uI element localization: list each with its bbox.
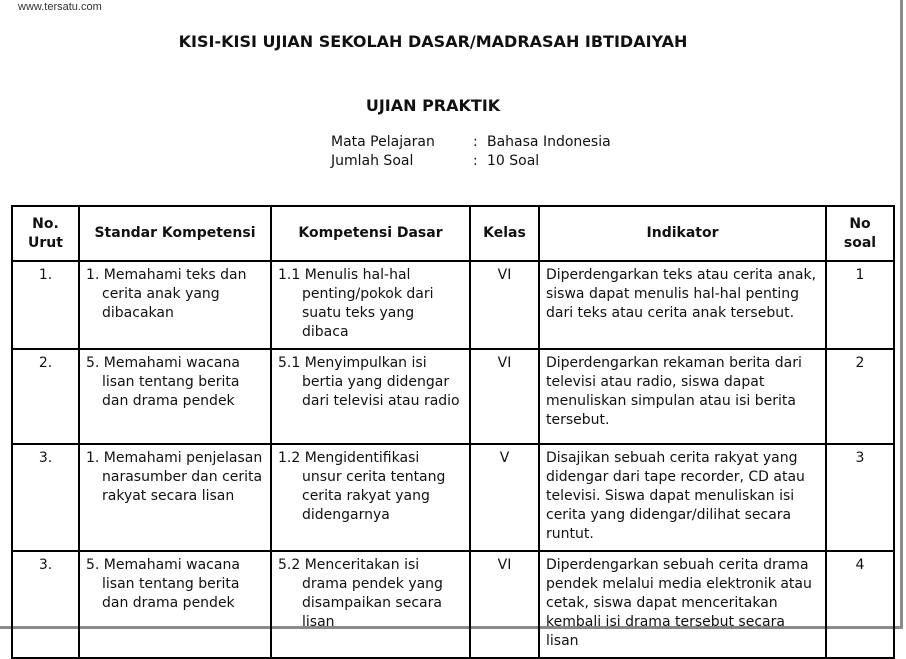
cell-kelas: VI [470, 349, 539, 444]
cell-kompetensi-dasar [271, 261, 470, 349]
cell-indikator: Disajikan sebuah cerita rakyat yang didengar dari tape recorder, CD atau televisi. Siswa dapat menuliskan isi cerita yang didengar/dilihat secara runtut. [539, 444, 826, 551]
table-header-row [12, 206, 894, 261]
cell-indikator: Diperdengarkan rekaman berita dari televisi atau radio, siswa dapat menuliskan simpulan atau isi berita tersebut. [539, 349, 826, 444]
header-kelas: Kelas [470, 206, 539, 261]
table-row [12, 551, 894, 658]
kisi-kisi-table [11, 205, 895, 659]
cell-text: 1. Memahami penjelasan narasumber dan cerita rakyat secara lisan [86, 450, 263, 504]
meta-colon: : [473, 134, 478, 150]
cell-standar-kompetensi [79, 551, 271, 658]
cell-no-soal: 2 [826, 349, 894, 444]
document-title: KISI-KISI UJIAN SEKOLAH DASAR/MADRASAH IBTIDAIYAH [178, 32, 688, 51]
meta-value: Bahasa Indonesia [487, 134, 611, 150]
header-no-urut: No. Urut [12, 206, 79, 261]
cell-kelas: VI [470, 551, 539, 658]
cell-text: 1.1 Menulis hal-hal penting/pokok dari suatu teks yang dibaca [278, 267, 434, 340]
cell-no-soal: 1 [826, 261, 894, 349]
cell-kelas: V [470, 444, 539, 551]
header-kompetensi-dasar: Kompetensi Dasar [271, 206, 470, 261]
document-subtitle: UJIAN PRAKTIK [365, 96, 501, 115]
cell-no-urut: 1. [12, 261, 79, 349]
meta-row-count [331, 152, 611, 171]
cell-kompetensi-dasar [271, 551, 470, 658]
cell-no-soal: 4 [826, 551, 894, 658]
cell-kompetensi-dasar [271, 444, 470, 551]
meta-colon: : [473, 153, 478, 169]
meta-value: 10 Soal [487, 153, 540, 169]
cell-kompetensi-dasar [271, 349, 470, 444]
header-indikator: Indikator [539, 206, 826, 261]
meta-label: Mata Pelajaran [331, 134, 435, 150]
cell-indikator: Diperdengarkan sebuah cerita drama pendek melalui media elektronik atau cetak, siswa dapat menceritakan kembali isi drama tersebut secara lisan [539, 551, 826, 658]
cell-text: 5. Memahami wacana lisan tentang berita dan drama pendek [86, 557, 240, 611]
watermark-url: www.tersatu.com [18, 1, 102, 13]
cell-text: 5. Memahami wacana lisan tentang berita dan drama pendek [86, 355, 240, 409]
cell-text: 1. Memahami teks dan cerita anak yang dibacakan [86, 267, 247, 321]
cell-indikator: Diperdengarkan teks atau cerita anak, siswa dapat menulis hal-hal penting dari teks atau cerita anak tersebut. [539, 261, 826, 349]
cell-standar-kompetensi [79, 444, 271, 551]
table-row [12, 444, 894, 551]
cell-standar-kompetensi [79, 349, 271, 444]
header-standar-kompetensi: Standar Kompetensi [79, 206, 271, 261]
meta-label: Jumlah Soal [331, 153, 414, 169]
cell-text: 5.1 Menyimpulkan isi bertia yang didengar dari televisi atau radio [278, 355, 460, 409]
cell-no-urut: 3. [12, 444, 79, 551]
cell-text: 1.2 Mengidentifikasi unsur cerita tentang cerita rakyat yang didengarnya [278, 450, 446, 523]
meta-row-subject [331, 133, 611, 152]
cell-no-soal: 3 [826, 444, 894, 551]
table-row [12, 349, 894, 444]
cell-standar-kompetensi [79, 261, 271, 349]
cell-no-urut: 2. [12, 349, 79, 444]
cell-text: 5.2 Menceritakan isi drama pendek yang disampaikan secara lisan [278, 557, 443, 630]
header-no-soal: No soal [826, 206, 894, 261]
cell-no-urut: 3. [12, 551, 79, 658]
table-row [12, 261, 894, 349]
cell-kelas: VI [470, 261, 539, 349]
meta-info [331, 133, 611, 171]
